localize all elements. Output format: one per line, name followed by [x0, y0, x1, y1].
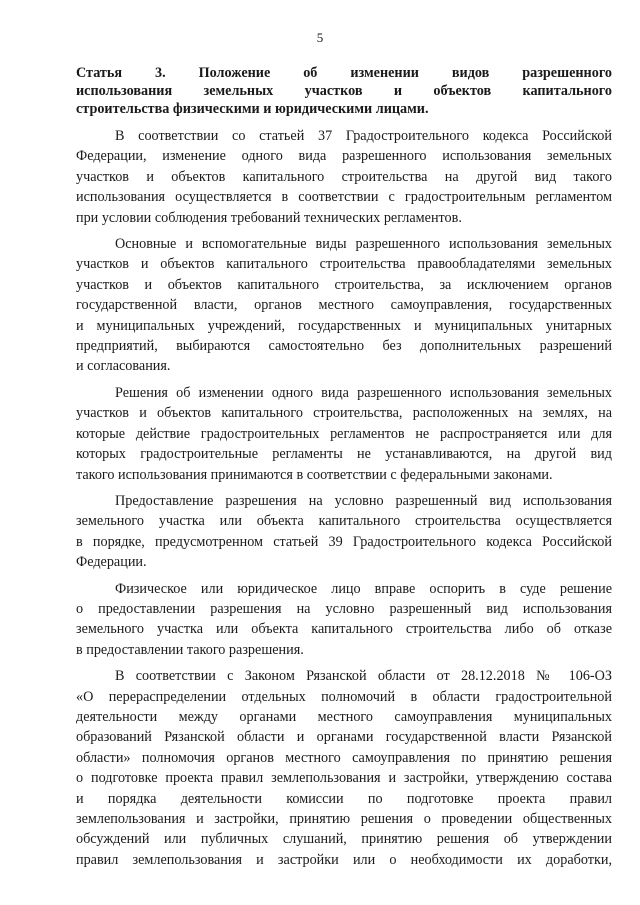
paragraph-line: Федерации.	[76, 554, 147, 571]
paragraph-line: Предоставление разрешения на условно разрешенный вид использования	[115, 492, 612, 509]
paragraph-line: земельного участка или объекта капитального строительства либо об отказе	[76, 621, 612, 638]
paragraph-line: и муниципальных учреждений, государственных и муниципальных унитарных	[76, 317, 612, 334]
paragraph-line: использования осуществляется в соответствии с градостроительным регламентом	[76, 189, 612, 206]
paragraph-line: обсуждений или публичных слушаний, принятию решения об утверждении	[76, 831, 612, 848]
paragraph-line: «О перераспределении отдельных полномочий в области градостроительной	[76, 688, 612, 705]
heading-line: использования земельных участков и объектов капитального	[76, 83, 612, 99]
paragraph-line: образований Рязанской области и органами государственной власти Рязанской	[76, 729, 612, 746]
paragraph	[76, 491, 612, 573]
paragraph-line: предприятий, выбираются самостоятельно без дополнительных разрешений	[76, 338, 612, 355]
paragraph-line: при условии соблюдения требований технических регламентов.	[76, 209, 462, 226]
paragraph-line: которые действие градостроительных регламентов не распространяется или для	[76, 425, 612, 442]
paragraph-line: Решения об изменении одного вида разрешенного использования земельных	[115, 384, 612, 401]
paragraph-line: В соответствии с Законом Рязанской области от 28.12.2018 № 106-ОЗ	[115, 668, 612, 685]
paragraph-line: в порядке, предусмотренном статьей 39 Градостроительного кодекса Российской	[76, 533, 612, 550]
paragraph-line: Федерации, изменение одного вида разрешенного использования земельных	[76, 148, 612, 165]
paragraph-line: такого использования принимаются в соответствии с федеральными законами.	[76, 466, 553, 483]
paragraph-line: Основные и вспомогательные виды разрешенного использования земельных	[115, 236, 612, 253]
paragraph-line: деятельности между органами местного самоуправления муниципальных	[76, 708, 612, 725]
article-body	[76, 126, 612, 876]
paragraph	[76, 666, 612, 870]
paragraph	[76, 126, 612, 228]
paragraph-line: и порядка деятельности комиссии по подготовке проекта правил	[76, 790, 612, 807]
paragraph-line: о предоставлении разрешения на условно разрешенный вид использования	[76, 600, 612, 617]
paragraph-line: правил землепользования и застройки или о необходимости их доработки,	[76, 851, 612, 868]
page-number: 5	[316, 30, 324, 45]
paragraph	[76, 383, 612, 485]
paragraph-line: государственной власти, органов местного самоуправления, государственных	[76, 297, 612, 314]
paragraph	[76, 234, 612, 377]
paragraph-line: Физическое или юридическое лицо вправе оспорить в суде решение	[115, 580, 612, 597]
paragraph-line: области» полномочия органов местного самоуправления по принятию решения	[76, 749, 612, 766]
paragraph-line: В соответствии со статьей 37 Градостроительного кодекса Российской	[115, 128, 612, 144]
paragraph-line: участков и объектов капитального строительства, за исключением органов	[76, 276, 612, 293]
paragraph-line: землепользования и застройки, принятию решения о проведении общественных	[76, 811, 612, 827]
paragraph-line: земельного участка или объекта капитального строительства осуществляется	[76, 513, 612, 530]
paragraph	[76, 579, 612, 661]
paragraph-line: о подготовке проекта правил землепользования и застройки, утверждению состава	[76, 770, 612, 787]
article-heading	[76, 64, 612, 118]
paragraph-line: участков и объектов капитального строительства на другой вид такого	[76, 168, 612, 185]
heading-line: Статья 3. Положение об изменении видов разрешенного	[76, 65, 612, 81]
paragraph-line: участков и объектов капитального строительства, расположенных на землях, на	[76, 405, 612, 422]
paragraph-line: и согласования.	[76, 358, 171, 375]
paragraph-line: участков и объектов капитального строительства правообладателями земельных	[76, 256, 612, 273]
heading-line: строительства физическими и юридическими лицами.	[76, 101, 429, 117]
paragraph-line: которых градостроительные регламенты не устанавливаются, на другой вид	[76, 446, 612, 463]
paragraph-line: в предоставлении такого разрешения.	[76, 641, 304, 658]
